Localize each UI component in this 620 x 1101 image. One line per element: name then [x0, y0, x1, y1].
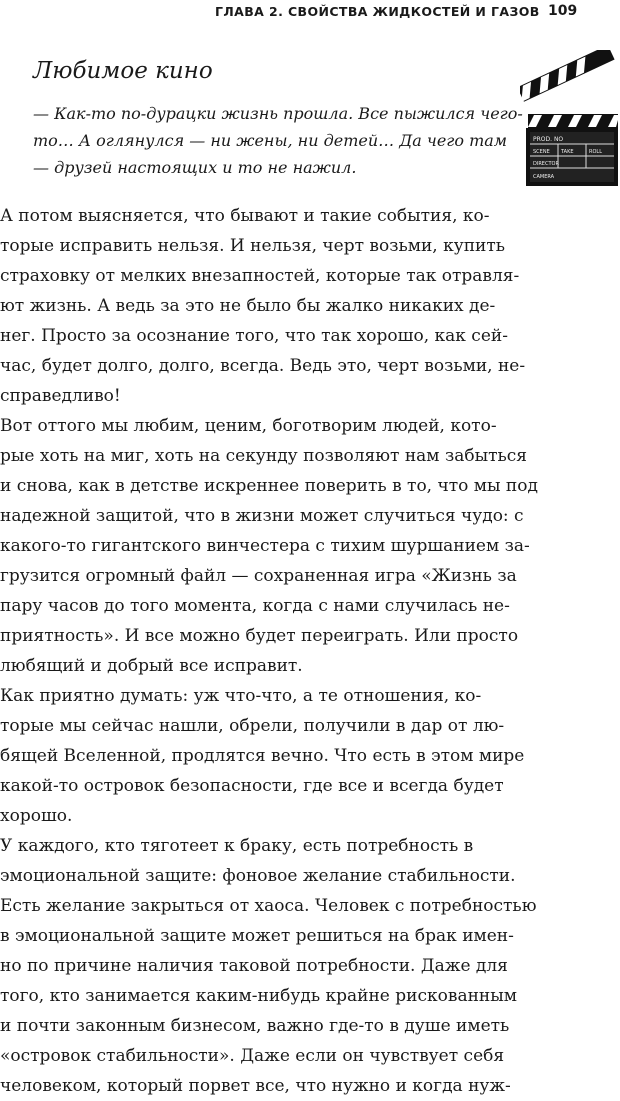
- board-label: DIRECTOR: [533, 161, 559, 167]
- body-line: того, кто занимается каким-нибудь крайне рискованным: [0, 986, 517, 1006]
- body-line: Есть желание закрыться от хаоса. Человек с потребностью: [0, 896, 537, 916]
- body-line: Как приятно думать: уж что-что, а те отношения, ко-: [0, 686, 482, 706]
- body-line: торые исправить нельзя. И нельзя, черт возьми, купить: [0, 236, 506, 256]
- board-label: PROD. NO: [533, 136, 564, 143]
- body-line: надежной защитой, что в жизни может случиться чудо: с: [0, 506, 524, 526]
- body-line: в эмоциональной защите может решиться на брак имен-: [0, 926, 514, 946]
- body-line: бящей Вселенной, продлятся вечно. Что есть в этом мире: [0, 746, 525, 766]
- epigraph-line: — друзей настоящих и то не нажил.: [33, 158, 357, 177]
- body-line: страховку от мелких внезапностей, которые так отравля-: [0, 266, 520, 286]
- body-line: торые мы сейчас нашли, обрели, получили в дар от лю-: [0, 716, 505, 736]
- body-text: [0, 201, 620, 1101]
- epigraph-line: то… А оглянулся — ни жены, ни детей… Да чего там: [33, 131, 508, 150]
- body-line: час, будет долго, долго, всегда. Ведь это, черт возьми, не-: [0, 356, 526, 376]
- body-line: ют жизнь. А ведь за это не было бы жалко никаких де-: [0, 296, 496, 316]
- section-title: Любимое кино: [33, 58, 213, 84]
- film-clapperboard-icon: [520, 50, 618, 190]
- body-line: человеком, который порвет все, что нужно и когда нуж-: [0, 1076, 511, 1096]
- body-line: пару часов до того момента, когда с нами случилась не-: [0, 596, 510, 616]
- body-line: А потом выясняется, что бывают и такие события, ко-: [0, 206, 490, 226]
- body-line: грузится огромный файл — сохраненная игра «Жизнь за: [0, 566, 517, 586]
- page-number: 109: [548, 3, 578, 19]
- body-line: но по причине наличия таковой потребности. Даже для: [0, 956, 508, 976]
- body-line: «островок стабильности». Даже если он чувствует себя: [0, 1046, 505, 1066]
- epigraph: [33, 100, 523, 181]
- body-line: и почти законным бизнесом, важно где-то в душе иметь: [0, 1016, 510, 1036]
- board-label: SCENE: [533, 149, 550, 155]
- epigraph-line: — Как-то по-дурацки жизнь прошла. Все пыжился чего-: [33, 104, 523, 123]
- body-line: любящий и добрый все исправит.: [0, 656, 303, 676]
- body-line: нег. Просто за осознание того, что так хорошо, как сей-: [0, 326, 508, 346]
- board-label: TAKE: [561, 149, 574, 155]
- body-line: приятность». И все можно будет переиграть. Или просто: [0, 626, 519, 646]
- body-line: справедливо!: [0, 386, 121, 406]
- board-label: CAMERA: [533, 174, 555, 180]
- body-line: какого-то гигантского винчестера с тихим шуршанием за-: [0, 536, 530, 556]
- body-line: какой-то островок безопасности, где все и всегда будет: [0, 776, 504, 796]
- running-header: ГЛАВА 2. СВОЙСТВА ЖИДКОСТЕЙ И ГАЗОВ: [215, 4, 540, 19]
- board-label: ROLL: [589, 149, 602, 155]
- body-line: эмоциональной защите: фоновое желание стабильности.: [0, 866, 516, 886]
- body-line: Вот оттого мы любим, ценим, боготворим людей, кото-: [0, 416, 497, 436]
- body-line: рые хоть на миг, хоть на секунду позволяют нам забыться: [0, 446, 528, 466]
- body-line: хорошо.: [0, 806, 73, 826]
- body-line: и снова, как в детстве искреннее поверить в то, что мы под: [0, 476, 538, 496]
- body-line: У каждого, кто тяготеет к браку, есть потребность в: [0, 836, 474, 856]
